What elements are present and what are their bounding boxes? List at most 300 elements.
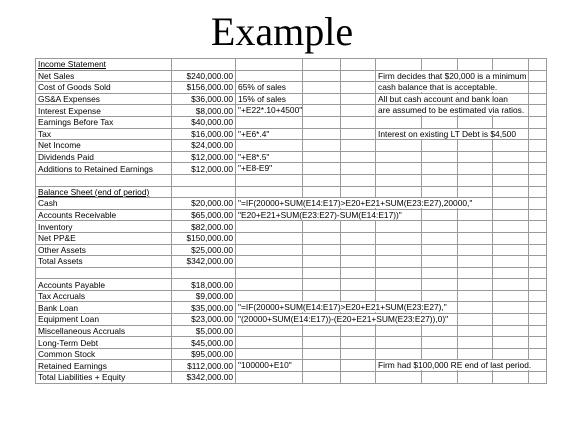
row-label-cell[interactable]: [36, 314, 172, 326]
row-label-cell[interactable]: [36, 279, 172, 291]
empty-cell[interactable]: [458, 116, 493, 128]
empty-cell[interactable]: [341, 360, 376, 372]
row-label: Miscellaneous Accruals: [38, 325, 126, 336]
row-note-cell[interactable]: [376, 59, 422, 71]
row-value[interactable]: $23,000.00: [172, 314, 236, 326]
row-formula-cell[interactable]: [236, 70, 303, 82]
row-label-cell[interactable]: [36, 256, 172, 268]
empty-cell[interactable]: [458, 140, 493, 152]
empty-cell[interactable]: [529, 70, 547, 82]
row-label: Earnings Before Tax: [38, 117, 114, 128]
row-note-cell[interactable]: [376, 244, 422, 256]
empty-cell[interactable]: [422, 221, 458, 233]
row-label: Total Liabilities + Equity: [38, 372, 126, 383]
row-formula-cell[interactable]: [236, 163, 303, 175]
empty-cell[interactable]: [303, 256, 341, 268]
empty-cell[interactable]: [341, 93, 376, 105]
empty-cell[interactable]: [529, 290, 547, 302]
row-label: Net Income: [38, 140, 81, 151]
row-label: Additions to Retained Earnings: [38, 163, 153, 174]
empty-cell[interactable]: [341, 116, 376, 128]
row-value[interactable]: [172, 267, 236, 279]
empty-cell[interactable]: [529, 337, 547, 349]
row-formula-cell[interactable]: [236, 232, 303, 244]
row-formula-cell[interactable]: [236, 348, 303, 360]
empty-cell[interactable]: [422, 267, 458, 279]
row-note-cell[interactable]: [376, 256, 422, 268]
row-label-cell[interactable]: [36, 348, 172, 360]
row-label-cell[interactable]: [36, 140, 172, 152]
empty-cell[interactable]: [303, 163, 341, 175]
empty-cell[interactable]: [458, 59, 493, 71]
row-formula-cell[interactable]: [236, 290, 303, 302]
empty-cell[interactable]: [341, 163, 376, 175]
row-note-cell[interactable]: [376, 140, 422, 152]
row-formula-cell[interactable]: [236, 59, 303, 71]
empty-cell[interactable]: [529, 302, 547, 314]
row-note-cell[interactable]: [376, 348, 422, 360]
row-formula-cell[interactable]: [236, 198, 473, 210]
empty-cell[interactable]: [303, 116, 341, 128]
empty-cell[interactable]: [458, 163, 493, 175]
empty-cell[interactable]: [529, 232, 547, 244]
empty-cell[interactable]: [493, 232, 529, 244]
row-formula-cell[interactable]: [236, 360, 303, 372]
empty-cell[interactable]: [341, 221, 376, 233]
row-note-cell[interactable]: [376, 174, 422, 186]
empty-cell[interactable]: [458, 372, 493, 384]
empty-cell[interactable]: [458, 337, 493, 349]
row-formula-cell[interactable]: [236, 209, 402, 221]
empty-cell[interactable]: [529, 105, 547, 117]
empty-cell[interactable]: [458, 151, 493, 163]
empty-cell[interactable]: [529, 279, 547, 291]
empty-cell[interactable]: [303, 244, 341, 256]
row-note-cell[interactable]: [376, 116, 422, 128]
empty-cell[interactable]: [341, 256, 376, 268]
row-formula-cell[interactable]: [236, 372, 303, 384]
row-value[interactable]: $8,000.00: [172, 105, 236, 117]
empty-cell[interactable]: [493, 221, 529, 233]
row-label: GS&A Expenses: [38, 94, 100, 105]
row-value[interactable]: $20,000.00: [172, 198, 236, 210]
row-formula-cell[interactable]: [236, 221, 303, 233]
empty-cell[interactable]: [422, 186, 458, 198]
row-label-cell[interactable]: [36, 59, 172, 71]
row-value[interactable]: [172, 174, 236, 186]
empty-cell[interactable]: [493, 198, 529, 210]
empty-cell[interactable]: [303, 70, 341, 82]
empty-cell[interactable]: [303, 151, 341, 163]
table-row: [36, 186, 547, 198]
table-row: [36, 93, 547, 105]
empty-cell[interactable]: [341, 59, 376, 71]
row-value[interactable]: $156,000.00: [172, 82, 236, 94]
row-note-cell[interactable]: [376, 186, 422, 198]
row-label-cell[interactable]: [36, 116, 172, 128]
empty-cell[interactable]: [341, 70, 376, 82]
empty-cell[interactable]: [303, 221, 341, 233]
table-row: [36, 209, 547, 221]
row-label: Retained Earnings: [38, 360, 107, 371]
row-note-cell[interactable]: [376, 360, 532, 372]
row-label: Common Stock: [38, 349, 96, 360]
table-row: [36, 279, 547, 291]
empty-cell[interactable]: [422, 337, 458, 349]
empty-cell[interactable]: [422, 244, 458, 256]
row-label-cell[interactable]: [36, 198, 172, 210]
row-value[interactable]: $240,000.00: [172, 70, 236, 82]
empty-cell[interactable]: [493, 163, 529, 175]
empty-cell[interactable]: [341, 174, 376, 186]
row-formula-cell[interactable]: [236, 93, 303, 105]
empty-cell[interactable]: [422, 59, 458, 71]
table-row: [36, 256, 547, 268]
row-label-cell[interactable]: [36, 128, 172, 140]
row-formula-cell[interactable]: [236, 325, 303, 337]
row-label: Interest Expense: [38, 105, 101, 116]
row-value[interactable]: $18,000.00: [172, 279, 236, 291]
row-note-cell[interactable]: [376, 163, 422, 175]
empty-cell[interactable]: [493, 59, 529, 71]
row-label-cell[interactable]: [36, 267, 172, 279]
row-value[interactable]: $150,000.00: [172, 232, 236, 244]
empty-cell[interactable]: [422, 372, 458, 384]
row-label: Cash: [38, 198, 58, 209]
row-label-cell[interactable]: [36, 70, 172, 82]
table-row: [36, 325, 547, 337]
empty-cell[interactable]: [422, 232, 458, 244]
empty-cell[interactable]: [303, 82, 341, 94]
empty-cell[interactable]: [529, 372, 547, 384]
empty-cell[interactable]: [493, 82, 529, 94]
row-note-cell[interactable]: [376, 151, 422, 163]
empty-cell[interactable]: [422, 163, 458, 175]
empty-cell[interactable]: [529, 186, 547, 198]
table-row: [36, 348, 547, 360]
row-formula-cell[interactable]: [236, 314, 449, 326]
empty-cell[interactable]: [529, 82, 547, 94]
row-note: Interest on existing LT Debt is $4,500: [378, 128, 516, 139]
empty-cell[interactable]: [493, 267, 529, 279]
empty-cell[interactable]: [493, 302, 529, 314]
empty-cell[interactable]: [529, 198, 547, 210]
row-label-cell[interactable]: [36, 302, 172, 314]
row-formula: "E20+E21+SUM(E23:E27)-SUM(E14:E17))": [238, 209, 402, 220]
empty-cell[interactable]: [341, 348, 376, 360]
empty-cell[interactable]: [341, 372, 376, 384]
row-note: Firm had $100,000 RE end of last period.: [378, 360, 532, 371]
row-note: Firm decides that $20,000 is a minimum: [378, 70, 527, 81]
empty-cell[interactable]: [458, 256, 493, 268]
row-label-cell[interactable]: [36, 372, 172, 384]
row-note-cell[interactable]: [376, 290, 422, 302]
table-row: [36, 59, 547, 71]
row-note-cell[interactable]: [376, 232, 422, 244]
empty-cell[interactable]: [529, 93, 547, 105]
empty-cell[interactable]: [529, 140, 547, 152]
table-row: [36, 360, 547, 372]
row-label-cell[interactable]: [36, 151, 172, 163]
empty-cell[interactable]: [303, 93, 341, 105]
empty-cell[interactable]: [303, 267, 341, 279]
row-note-cell[interactable]: [376, 128, 516, 140]
empty-cell[interactable]: [458, 209, 493, 221]
row-label: Tax Accruals: [38, 291, 86, 302]
table-row: [36, 232, 547, 244]
row-note-cell[interactable]: [376, 105, 525, 117]
empty-cell[interactable]: [529, 244, 547, 256]
row-formula-cell[interactable]: [236, 128, 303, 140]
row-formula-cell[interactable]: [236, 174, 303, 186]
row-note: are assumed to be estimated via ratios.: [378, 105, 525, 116]
empty-cell[interactable]: [458, 267, 493, 279]
empty-cell[interactable]: [341, 186, 376, 198]
empty-cell[interactable]: [422, 279, 458, 291]
row-formula-cell[interactable]: [236, 151, 303, 163]
empty-cell[interactable]: [341, 337, 376, 349]
empty-cell[interactable]: [303, 325, 341, 337]
row-label: Bank Loan: [38, 302, 79, 313]
row-formula-cell[interactable]: [236, 105, 303, 117]
row-value[interactable]: $95,000.00: [172, 348, 236, 360]
row-value[interactable]: $16,000.00: [172, 128, 236, 140]
empty-cell[interactable]: [493, 209, 529, 221]
empty-cell[interactable]: [303, 360, 341, 372]
row-value[interactable]: $35,000.00: [172, 302, 236, 314]
row-formula: 65% of sales: [238, 82, 286, 93]
row-value[interactable]: $342,000.00: [172, 256, 236, 268]
empty-cell[interactable]: [529, 221, 547, 233]
empty-cell[interactable]: [458, 232, 493, 244]
empty-cell[interactable]: [529, 209, 547, 221]
empty-cell[interactable]: [458, 279, 493, 291]
row-note-cell[interactable]: [376, 70, 527, 82]
row-value[interactable]: $40,000.00: [172, 116, 236, 128]
empty-cell[interactable]: [493, 244, 529, 256]
table-row: [36, 372, 547, 384]
empty-cell[interactable]: [529, 163, 547, 175]
empty-cell[interactable]: [529, 256, 547, 268]
empty-cell[interactable]: [341, 325, 376, 337]
row-label-cell[interactable]: [36, 174, 172, 186]
empty-cell[interactable]: [341, 279, 376, 291]
row-formula-cell[interactable]: [236, 256, 303, 268]
row-note-cell[interactable]: [376, 267, 422, 279]
empty-cell[interactable]: [303, 337, 341, 349]
row-value[interactable]: $12,000.00: [172, 151, 236, 163]
empty-cell[interactable]: [493, 256, 529, 268]
row-formula-cell[interactable]: [236, 302, 447, 314]
empty-cell[interactable]: [422, 325, 458, 337]
row-label: Balance Sheet (end of period): [38, 186, 150, 197]
table-row: [36, 82, 547, 94]
empty-cell[interactable]: [303, 348, 341, 360]
table-row: [36, 140, 547, 152]
row-label-cell[interactable]: [36, 209, 172, 221]
table-row: [36, 314, 547, 326]
empty-cell[interactable]: [341, 244, 376, 256]
empty-cell[interactable]: [341, 82, 376, 94]
empty-cell[interactable]: [529, 59, 547, 71]
row-label-cell[interactable]: [36, 337, 172, 349]
empty-cell[interactable]: [529, 151, 547, 163]
row-note-cell[interactable]: [376, 325, 422, 337]
empty-cell[interactable]: [529, 116, 547, 128]
empty-cell[interactable]: [422, 140, 458, 152]
row-formula-cell[interactable]: [236, 279, 303, 291]
empty-cell[interactable]: [422, 116, 458, 128]
row-value[interactable]: $82,000.00: [172, 221, 236, 233]
row-label-cell[interactable]: [36, 186, 172, 198]
empty-cell[interactable]: [422, 348, 458, 360]
row-formula-cell[interactable]: [236, 116, 303, 128]
row-formula-cell[interactable]: [236, 186, 303, 198]
row-label-cell[interactable]: [36, 221, 172, 233]
table-row: [36, 302, 547, 314]
row-value[interactable]: [172, 59, 236, 71]
table-row: [36, 116, 547, 128]
empty-cell[interactable]: [458, 325, 493, 337]
row-label: Accounts Payable: [38, 279, 106, 290]
row-formula-cell[interactable]: [236, 244, 303, 256]
empty-cell[interactable]: [458, 290, 493, 302]
row-formula: "=IF(20000+SUM(E14:E17)>E20+E21+SUM(E23:E27),20000,": [238, 198, 473, 209]
empty-cell[interactable]: [458, 302, 493, 314]
row-label-cell[interactable]: [36, 232, 172, 244]
row-value[interactable]: $45,000.00: [172, 337, 236, 349]
table-row: [36, 221, 547, 233]
empty-cell[interactable]: [303, 232, 341, 244]
row-label: Dividends Paid: [38, 152, 94, 163]
empty-cell[interactable]: [303, 59, 341, 71]
empty-cell[interactable]: [303, 290, 341, 302]
row-value[interactable]: $65,000.00: [172, 209, 236, 221]
empty-cell[interactable]: [493, 279, 529, 291]
empty-cell[interactable]: [303, 105, 341, 117]
row-label-cell[interactable]: [36, 163, 172, 175]
empty-cell[interactable]: [303, 128, 341, 140]
row-note-cell[interactable]: [376, 279, 422, 291]
empty-cell[interactable]: [493, 151, 529, 163]
empty-cell[interactable]: [529, 325, 547, 337]
row-note-cell[interactable]: [376, 82, 498, 94]
empty-cell[interactable]: [458, 314, 493, 326]
spreadsheet: [35, 58, 547, 384]
row-note-cell[interactable]: [376, 93, 508, 105]
empty-cell[interactable]: [422, 256, 458, 268]
table-row: [36, 174, 547, 186]
empty-cell[interactable]: [493, 372, 529, 384]
row-label: Other Assets: [38, 244, 86, 255]
row-label-cell[interactable]: [36, 93, 172, 105]
row-note-cell[interactable]: [376, 337, 422, 349]
empty-cell[interactable]: [303, 174, 341, 186]
table-row: [36, 163, 547, 175]
row-value[interactable]: $24,000.00: [172, 140, 236, 152]
empty-cell[interactable]: [493, 314, 529, 326]
empty-cell[interactable]: [458, 174, 493, 186]
empty-cell[interactable]: [493, 174, 529, 186]
row-value[interactable]: $12,000.00: [172, 163, 236, 175]
row-label: Accounts Receivable: [38, 210, 117, 221]
row-value[interactable]: $5,000.00: [172, 325, 236, 337]
empty-cell[interactable]: [529, 128, 547, 140]
empty-cell[interactable]: [341, 232, 376, 244]
row-label-cell[interactable]: [36, 290, 172, 302]
empty-cell[interactable]: [529, 174, 547, 186]
row-label-cell[interactable]: [36, 360, 172, 372]
row-label-cell[interactable]: [36, 325, 172, 337]
empty-cell[interactable]: [303, 186, 341, 198]
empty-cell[interactable]: [303, 372, 341, 384]
empty-cell[interactable]: [422, 151, 458, 163]
empty-cell[interactable]: [493, 337, 529, 349]
empty-cell[interactable]: [529, 360, 547, 372]
empty-cell[interactable]: [493, 348, 529, 360]
row-note: cash balance that is acceptable.: [378, 82, 498, 93]
empty-cell[interactable]: [341, 267, 376, 279]
table-row: [36, 151, 547, 163]
row-value[interactable]: [172, 186, 236, 198]
empty-cell[interactable]: [493, 290, 529, 302]
row-label-cell[interactable]: [36, 105, 172, 117]
empty-cell[interactable]: [422, 174, 458, 186]
empty-cell[interactable]: [303, 279, 341, 291]
empty-cell[interactable]: [303, 140, 341, 152]
empty-cell[interactable]: [493, 140, 529, 152]
empty-cell[interactable]: [341, 105, 376, 117]
empty-cell[interactable]: [529, 267, 547, 279]
empty-cell[interactable]: [422, 209, 458, 221]
row-formula: "+E22*.10+4500": [238, 105, 303, 116]
empty-cell[interactable]: [341, 128, 376, 140]
empty-cell[interactable]: [341, 290, 376, 302]
empty-cell[interactable]: [529, 314, 547, 326]
row-formula-cell[interactable]: [236, 82, 303, 94]
row-value[interactable]: $342,000.00: [172, 372, 236, 384]
row-formula: "100000+E10": [238, 360, 292, 371]
empty-cell[interactable]: [458, 221, 493, 233]
empty-cell[interactable]: [458, 348, 493, 360]
row-label-cell[interactable]: [36, 244, 172, 256]
table-row: [36, 70, 547, 82]
row-value[interactable]: $36,000.00: [172, 93, 236, 105]
row-note-cell[interactable]: [376, 221, 422, 233]
row-note-cell[interactable]: [376, 372, 422, 384]
empty-cell[interactable]: [422, 290, 458, 302]
row-formula: 15% of sales: [238, 93, 286, 104]
row-formula-cell[interactable]: [236, 337, 303, 349]
table-row: [36, 198, 547, 210]
row-label-cell[interactable]: [36, 82, 172, 94]
row-label: Inventory: [38, 221, 73, 232]
row-label: Cost of Goods Sold: [38, 82, 111, 93]
empty-cell[interactable]: [529, 348, 547, 360]
empty-cell[interactable]: [493, 116, 529, 128]
empty-cell[interactable]: [493, 325, 529, 337]
empty-cell[interactable]: [341, 151, 376, 163]
empty-cell[interactable]: [458, 244, 493, 256]
empty-cell[interactable]: [341, 140, 376, 152]
empty-cell[interactable]: [458, 186, 493, 198]
row-formula-cell[interactable]: [236, 267, 303, 279]
empty-cell[interactable]: [493, 186, 529, 198]
row-value[interactable]: $112,000.00: [172, 360, 236, 372]
row-value[interactable]: $9,000.00: [172, 290, 236, 302]
row-formula-cell[interactable]: [236, 140, 303, 152]
row-value[interactable]: $25,000.00: [172, 244, 236, 256]
